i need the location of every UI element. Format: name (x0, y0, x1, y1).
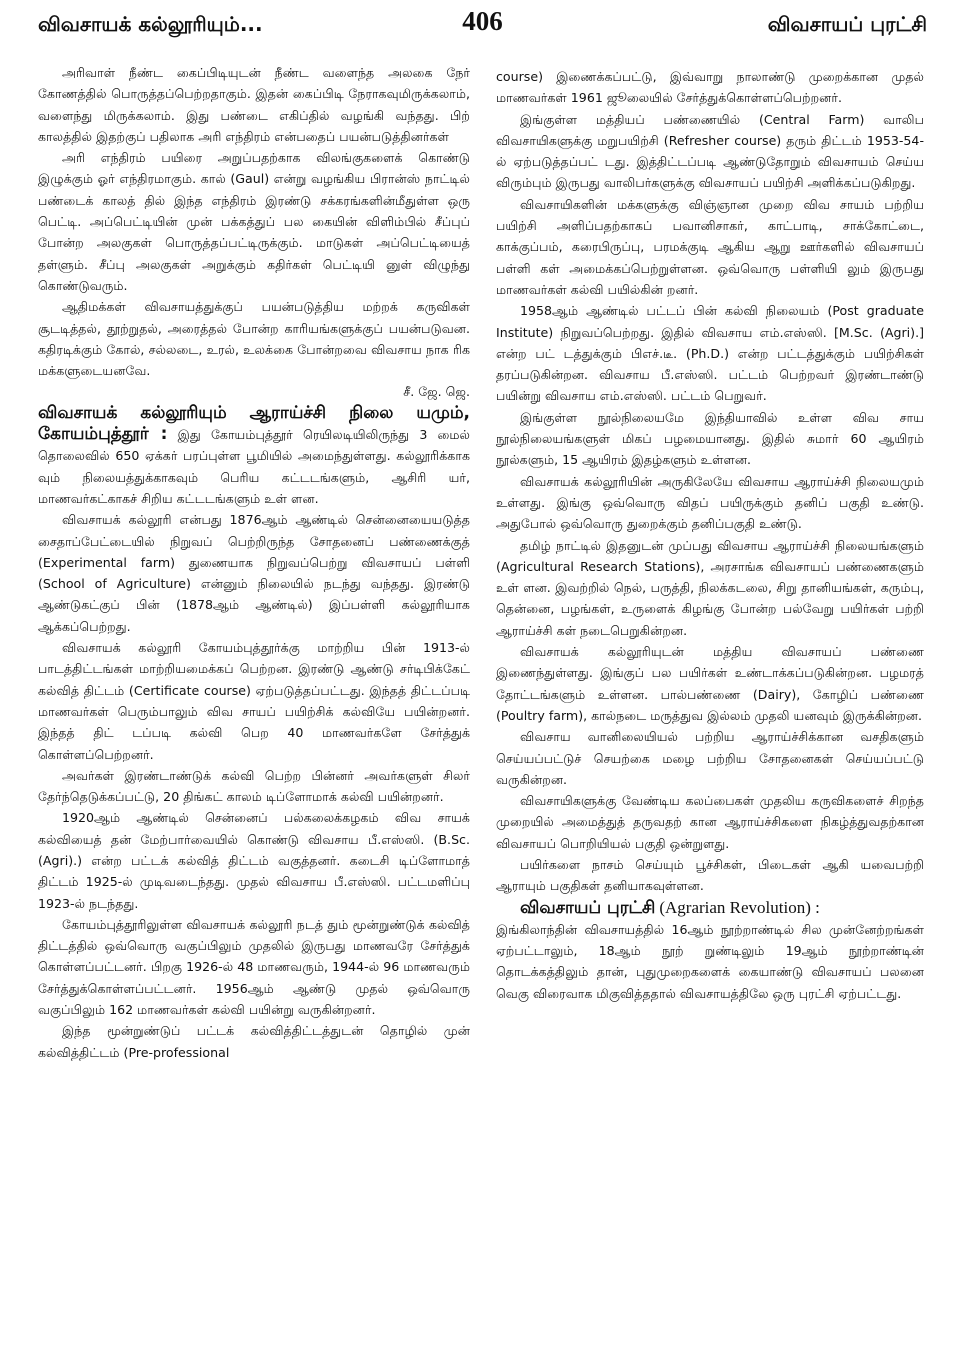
section-heading-paragraph (496, 897, 924, 919)
paragraph: இங்குள்ள மத்தியப் பண்ணையில் (Central Farm) வாலிப விவசாயிகளுக்கு மறுபயிற்சி (Refresher course) தரும் திட்டம் 1953-54-ல் ஏற்படுத்தப்பட் டது. இத்திட்டப்படி ஆண்டுதோறும் விவசாயம் செய்ய விரும்பும் இருபது வாலிபர்களுக்கு விவசாயப் பயிற்சி அளிக்கப்படுகிறது. (496, 111, 924, 191)
paragraph: அவர்கள் இரண்டாண்டுக் கல்வி பெற்ற பின்னர் அவர்களுள் சிலர் தேர்ந்தெடுக்கப்பட்டு, 20 திங்கட் காலம் டிப்ளோமாக் கல்வி பயின்றனர். (38, 767, 470, 805)
paragraph: 1920ஆம் ஆண்டில் சென்னைப் பல்கலைக்கழகம் விவ சாயக் கல்வியைத் தன் மேற்பார்வையில் கொண்டு விவசாய பீ.எஸ்ஸி. (B.Sc. (Agri).) என்ற பட்டக் கல்வித் திட்டம் வகுத்தனர். கடைசி டிப்ளோமாத் திட்டம் 1925-ல் முடிவடைந்தது. முதல் விவசாய பீ.எஸ்ஸி. பட்டமளிப்பு 1923-ல் நடந்தது. (38, 810, 470, 911)
paragraph: அரிவாள் நீண்ட கைப்பிடியுடன் நீண்ட வளைந்த அலகை நேர் கோணத்தில் பொருத்தப்பெற்றதாகும். இதன் கைப்பிடி நேராகவுமிருக்கலாம், வளைந்து மிருக்கலாம். இது பண்டை எகிப்தில் வழங்கி வந்தது. பிற் காலத்தில் இதற்குப் பதிலாக அரி எந்திரம் என்பதைப் பயன்படுத்தினர்கள் (38, 65, 470, 144)
paragraph: விவசாயக் கல்லூரியுடன் மத்திய விவசாயப் பண்ணை இணைந்துள்ளது. இங்குப் பல பயிர்கள் உண்டாக்கப்படுகின்றன. பழமரத் தோட்டங்களும் உள்ளன. பால்பண்ணை (Dairy), கோழிப் பண்ணை (Poultry farm), கால்நடை மருத்துவ இல்லம் முதலி யனவும் இருக்கின்றன. (496, 644, 924, 723)
paragraph: விவசாயக் கல்லூரி கோயம்புத்தூர்க்கு மாற்றிய பின் 1913-ல் பாடத்திட்டங்கள் மாற்றியமைக்கப் பெற்றன. இரண்டு ஆண்டு சர்டிபிக்கேட் கல்வித் திட்டம் (Certificate course) ஏற்படுத்தப்பட்டது. இந்தத் திட்டப்படி மாணவர்கள் பெரும்பாலும் விவ சாயப் பயிற்சிக் கல்வியே பயின்றனர். இந்தத் திட் டப்படி கல்வி பெற 40 மாணவர்களே சேர்த்துக் கொள்ளப்பெற்றனர். (38, 640, 470, 762)
paragraph: அரி எந்திரம் பயிரை அறுப்பதற்காக விலங்குகளைக் கொண்டு இழுக்கும் ஓர் எந்திரமாகும். கால் (Gaul) என்று வழங்கிய பிரான்ஸ் நாட்டில் பண்டைக் காலத் தில் இந்த எந்திரம் இரண்டு சக்கரங்களின்மீதுள்ள ஒரு பெட்டி. அப்பெட்டியின் முன் பக்கத்துப் பல கையின் விளிம்பில் சீப்புப் போன்ற அலகுகள் பொருத்தப்பட்டிருக்கும். மாடுகள் அப்பெட்டியைத் தள்ளும். சீப்பு அலகுகள் அறுக்கும் கதிர்கள் பெட்டியி னுள் விழுந்து கொண்டுவரும். (38, 150, 470, 293)
right-column (496, 66, 924, 1356)
paragraph-text: இது கோயம்புத்தூர் ரெயிலடியிலிருந்து 3 மைல் தொலைவில் 650 ஏக்கர் பரப்புள்ள பூமியில் அமைந்துள்ளது. கல்லூரிக்காக வும் நிலையத்துக்காகவும் பெரிய கட்டடங்களும், ஆசிரி யர், மாணவர்கட்காகச் சிறிய கட்டடங்களும் உள் ளன. (38, 427, 470, 506)
paragraph: 1958ஆம் ஆண்டில் பட்டப் பின் கல்வி நிலையம் (Post graduate Institute) நிறுவப்பெற்றது. இதில் விவசாய எம்.எஸ்ஸி. [M.Sc. (Agri).] என்ற பட் டத்துக்கும் பிஎச்.டீ. (Ph.D.) என்ற பட்டத்துக்கும் பயிற்சிகள் தரப்படுகின்றன. விவசாய பீ.எஸ்ஸி. பட்டம் பெற்றவர் இரண்டாண்டு பயின்று விவசாய எம்.எஸ்ஸி. பட்டம் பெறுவர். (496, 303, 924, 404)
paragraph: ஆதிமக்கள் விவசாயத்துக்குப் பயன்படுத்திய மற்றக் கருவிகள் சூடடித்தல், தூற்றுதல், அரைத்தல் போன்ற காரியங்களுக்குப் பயன்படுவன. கதிரடிக்கும் கோல், சல்லடை, உரல், உலக்கை போன்றவை விவசாய நாக ரிக மக்களுடையனவே. (38, 299, 470, 379)
paragraph: இங்குள்ள நூல்நிலையமே இந்தியாவில் உள்ள விவ சாய நூல்நிலையங்களுள் மிகப் பழமையானது. இதில் சுமார் 60 ஆயிரம் நூல்களும், 15 ஆயிரம் இதழ்களும் உள்ளன. (496, 409, 924, 468)
paragraph: விவசாயக் கல்லூரி என்பது 1876ஆம் ஆண்டில் சென்னையையடுத்த சைதாப்பேட்டையில் நிறுவப் பெற்றிருந்த சோதனைப் பண்ணைக்குத் (Experimental farm) துணையாக நிறுவப்பெற்று விவசாயப் பள்ளி (School of Agriculture) என்னும் நிலையில் நடந்து வந்தது. இரண்டு ஆண்டுகட்குப் பின் (1878ஆம் ஆண்டில்) இப்பள்ளி கல்லூரியாக ஆக்கப்பெற்றது. (38, 512, 470, 634)
paragraph: கோயம்புத்தூரிலுள்ள விவசாயக் கல்லூரி நடத் தும் மூன்றுண்டுக் கல்வித் திட்டத்தில் ஒவ்வொரு வகுப்பிலும் முதலில் இருபது மாணவரே சேர்த்துக் கொள்ளப்பட்டனர். பிறகு 1926-ல் 48 மாணவரும், 1944-ல் 96 மாணவரும் சேர்த்துக்கொள்ளப்பட்டனர். 1956ஆம் ஆண்டு முதல் ஒவ்வொரு வகுப்பிலும் 162 மாணவர்கள் கல்வி பயின்று வருகின்றனர். (38, 916, 470, 1018)
paragraph: பயிர்களை நாசம் செய்யும் பூச்சிகள், பிடைகள் ஆகி யவைபற்றி ஆராயும் பகுதிகள் தனியாகவுள்ளன. (496, 856, 924, 894)
section-heading-english: (Agrarian Revolution) : (659, 897, 820, 917)
section-heading: விவசாயக் கல்லூரியும் ஆராய்ச்சி நிலை யமும், கோயம்புத்தூர் : (38, 402, 470, 445)
paragraph: விவசாய வானிலையியல் பற்றிய ஆராய்ச்சிக்கான வசதிகளும் செய்யப்பட்டுச் செயற்கை மழை பற்றிய சோதனைகள் செய்யப்பட்டு வருகின்றன. (496, 729, 924, 787)
paragraph: விவசாயிகளுக்கு வேண்டிய கலப்பைகள் முதலிய கருவிகளைச் சிறந்த முறையில் அமைத்துத் தருவதற் கான ஆராய்ச்சிகளை நிகழ்த்துவதற்கான விவசாயப் பொறியியல் பகுதி ஒன்றுளது. (496, 793, 924, 851)
left-column (38, 62, 470, 1352)
page-header (38, 6, 927, 48)
page-number: 406 (462, 6, 503, 36)
paragraph: இங்கிலாந்தின் விவசாயத்தில் 16ஆம் நூற்றாண்டில் சில முன்னேற்றங்கள் ஏற்பட்டாலும், 18ஆம் நூற் றுண்டிலும் 19ஆம் நூற்றாண்டின் தொடக்கத்திலும் தான், புதுமுறைகளைக் கையாண்டு விவசாயப் பலனை வெகு விரைவாக மிகுவித்ததால் விவசாயத்திலே ஒரு புரட்சி ஏற்பட்டது. (496, 921, 924, 1001)
paragraph: தமிழ் நாட்டில் இதனுடன் முப்பது விவசாய ஆராய்ச்சி நிலையங்களும் (Agricultural Research Stations), அரசாங்க விவசாயப் பண்ணைகளும் உள் ளன. இவற்றில் நெல், பருத்தி, நிலக்கடலை, சிறு தானியங்கள், கரும்பு, தென்னை, பழங்கள், உருளைக் கிழங்கு போன்ற பல்வேறு பயிர்கள் பற்றி ஆராய்ச்சி கள் நடைபெறுகின்றன. (496, 537, 924, 638)
paragraph: விவசாயிகளின் மக்களுக்கு விஞ்ஞான முறை விவ சாயம் பற்றிய பயிற்சி அளிப்பதற்காகப் பவானிசாகர், காட்பாடி, சாக்கோட்டை, காக்குப்பம், கரைபிருப்பு, பரமக்குடி ஆகிய ஆறு ஊர்களில் விவசாயப் பள்ளி கள் அமைக்கப்பெற்றுள்ளன. ஒவ்வொரு பள்ளியி லும் இருபது மாணவர்கள் கல்வி பயில்கின் றனர். (496, 196, 924, 297)
section-heading-paragraph (38, 403, 470, 509)
author-initials: சீ. ஜே. ஜெ. (403, 384, 470, 400)
paragraph: இந்த மூன்றுண்டுப் பட்டக் கல்வித்திட்டத்துடன் தொழில் முன் கல்வித்திட்டம் (Pre-professional (38, 1023, 470, 1060)
running-head-right: விவசாயப் புரட்சி (767, 12, 927, 36)
paragraph: விவசாயக் கல்லூரியின் அருகிலேயே விவசாய ஆராய்ச்சி நிலையமும் உள்ளது. இங்கு ஒவ்வொரு விதப் பயிருக்கும் தனிப் பகுதி உண்டு. அதுபோல் ஒவ்வொரு துறைக்கும் தனிப்பகுதி உண்டு. (496, 473, 924, 532)
running-head-left: விவசாயக் கல்லூரியும்... (38, 12, 263, 36)
paragraph: course) இணைக்கப்பட்டு, இவ்வாறு நாலாண்டு முறைக்கான முதல் மாணவர்கள் 1961 ஜூலையில் சேர்த்துக்கொள்ளப்பெற்றனர். (496, 69, 924, 106)
section-heading: விவசாயப் புரட்சி (520, 897, 656, 918)
